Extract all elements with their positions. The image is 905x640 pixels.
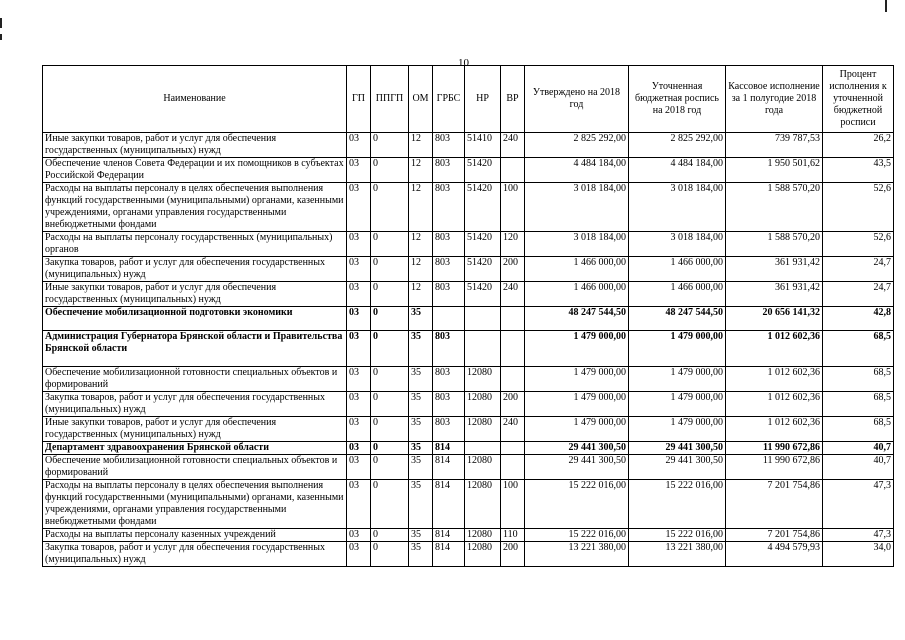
table-row bbox=[43, 455, 894, 480]
cell-cash: 1 950 501,62 bbox=[726, 158, 823, 183]
cell-name: Обеспечение мобилизационной готовности специальных объектов и формирований bbox=[43, 455, 347, 480]
table-row bbox=[43, 257, 894, 282]
table-row bbox=[43, 392, 894, 417]
cell-percent: 68,5 bbox=[823, 367, 894, 392]
cell-refined: 3 018 184,00 bbox=[629, 232, 726, 257]
cell-ppgp: 0 bbox=[371, 331, 409, 367]
cell-grbs: 803 bbox=[433, 367, 465, 392]
header-approved: Утверждено на 2018 год bbox=[525, 66, 629, 133]
cell-ppgp: 0 bbox=[371, 529, 409, 542]
cell-refined: 1 466 000,00 bbox=[629, 257, 726, 282]
cell-vr: 240 bbox=[501, 133, 525, 158]
cell-grbs: 803 bbox=[433, 331, 465, 367]
cell-grbs: 814 bbox=[433, 542, 465, 567]
table-body bbox=[43, 133, 894, 567]
cell-nr: 51410 bbox=[465, 133, 501, 158]
cell-refined: 2 825 292,00 bbox=[629, 133, 726, 158]
table-row bbox=[43, 480, 894, 529]
cell-gp: 03 bbox=[347, 257, 371, 282]
cell-grbs: 803 bbox=[433, 232, 465, 257]
cell-om: 12 bbox=[409, 257, 433, 282]
cell-vr: 100 bbox=[501, 480, 525, 529]
cell-approved: 2 825 292,00 bbox=[525, 133, 629, 158]
cell-gp: 03 bbox=[347, 480, 371, 529]
cell-refined: 13 221 380,00 bbox=[629, 542, 726, 567]
header-percent: Процент исполнения к уточненной бюджетной росписи bbox=[823, 66, 894, 133]
cell-approved: 1 479 000,00 bbox=[525, 417, 629, 442]
header-vr: ВР bbox=[501, 66, 525, 133]
cell-nr: 12080 bbox=[465, 480, 501, 529]
cell-nr: 12080 bbox=[465, 542, 501, 567]
cell-name: Расходы на выплаты персоналу в целях обеспечения выполнения функций государственными (муниципальными) органами, казенными учреждениями, органами управления государственными внебюджетными фондами bbox=[43, 480, 347, 529]
cell-om: 35 bbox=[409, 417, 433, 442]
cell-percent: 68,5 bbox=[823, 331, 894, 367]
cell-gp: 03 bbox=[347, 442, 371, 455]
cell-nr: 12080 bbox=[465, 367, 501, 392]
cell-om: 35 bbox=[409, 480, 433, 529]
cell-percent: 24,7 bbox=[823, 257, 894, 282]
table-row bbox=[43, 232, 894, 257]
cell-cash: 1 012 602,36 bbox=[726, 367, 823, 392]
cell-vr: 200 bbox=[501, 257, 525, 282]
cell-grbs bbox=[433, 307, 465, 331]
cell-ppgp: 0 bbox=[371, 232, 409, 257]
cell-name: Расходы на выплаты персоналу казенных учреждений bbox=[43, 529, 347, 542]
cell-grbs: 814 bbox=[433, 529, 465, 542]
cell-om: 35 bbox=[409, 455, 433, 480]
scan-corner-mark bbox=[885, 0, 887, 12]
cell-approved: 13 221 380,00 bbox=[525, 542, 629, 567]
cell-vr: 120 bbox=[501, 232, 525, 257]
cell-om: 35 bbox=[409, 331, 433, 367]
cell-ppgp: 0 bbox=[371, 417, 409, 442]
cell-ppgp: 0 bbox=[371, 133, 409, 158]
cell-name: Обеспечение мобилизационной готовности специальных объектов и формирований bbox=[43, 367, 347, 392]
header-nr: НР bbox=[465, 66, 501, 133]
cell-cash: 1 588 570,20 bbox=[726, 232, 823, 257]
cell-ppgp: 0 bbox=[371, 257, 409, 282]
cell-om: 35 bbox=[409, 529, 433, 542]
cell-om: 35 bbox=[409, 367, 433, 392]
cell-approved: 29 441 300,50 bbox=[525, 442, 629, 455]
cell-refined: 29 441 300,50 bbox=[629, 455, 726, 480]
cell-cash: 739 787,53 bbox=[726, 133, 823, 158]
table-row bbox=[43, 417, 894, 442]
cell-gp: 03 bbox=[347, 455, 371, 480]
cell-percent: 68,5 bbox=[823, 392, 894, 417]
cell-name: Иные закупки товаров, работ и услуг для обеспечения государственных (муниципальных) нужд bbox=[43, 417, 347, 442]
cell-percent: 52,6 bbox=[823, 232, 894, 257]
cell-refined: 29 441 300,50 bbox=[629, 442, 726, 455]
cell-gp: 03 bbox=[347, 529, 371, 542]
cell-approved: 1 479 000,00 bbox=[525, 367, 629, 392]
cell-vr bbox=[501, 455, 525, 480]
cell-name: Обеспечение мобилизационной подготовки экономики bbox=[43, 307, 347, 331]
cell-gp: 03 bbox=[347, 542, 371, 567]
cell-percent: 52,6 bbox=[823, 183, 894, 232]
cell-ppgp: 0 bbox=[371, 542, 409, 567]
budget-table bbox=[42, 65, 894, 567]
cell-name: Иные закупки товаров, работ и услуг для обеспечения государственных (муниципальных) нужд bbox=[43, 133, 347, 158]
cell-name: Расходы на выплаты персоналу в целях обеспечения выполнения функций государственными (муниципальными) органами, казенными учреждениями, органами управления государственными внебюджетными фондами bbox=[43, 183, 347, 232]
cell-nr: 51420 bbox=[465, 158, 501, 183]
cell-grbs: 803 bbox=[433, 183, 465, 232]
cell-approved: 3 018 184,00 bbox=[525, 183, 629, 232]
cell-cash: 1 012 602,36 bbox=[726, 417, 823, 442]
cell-cash: 11 990 672,86 bbox=[726, 442, 823, 455]
cell-ppgp: 0 bbox=[371, 282, 409, 307]
cell-nr bbox=[465, 331, 501, 367]
cell-gp: 03 bbox=[347, 158, 371, 183]
cell-vr bbox=[501, 158, 525, 183]
cell-refined: 1 479 000,00 bbox=[629, 367, 726, 392]
cell-gp: 03 bbox=[347, 133, 371, 158]
table-header-row bbox=[43, 66, 894, 133]
cell-cash: 11 990 672,86 bbox=[726, 455, 823, 480]
cell-nr: 51420 bbox=[465, 232, 501, 257]
header-om: ОМ bbox=[409, 66, 433, 133]
cell-refined: 1 479 000,00 bbox=[629, 417, 726, 442]
table-row bbox=[43, 307, 894, 331]
cell-percent: 68,5 bbox=[823, 417, 894, 442]
cell-ppgp: 0 bbox=[371, 480, 409, 529]
cell-om: 35 bbox=[409, 392, 433, 417]
cell-refined: 1 479 000,00 bbox=[629, 392, 726, 417]
cell-om: 35 bbox=[409, 542, 433, 567]
cell-refined: 1 466 000,00 bbox=[629, 282, 726, 307]
cell-percent: 47,3 bbox=[823, 529, 894, 542]
cell-gp: 03 bbox=[347, 232, 371, 257]
cell-om: 12 bbox=[409, 282, 433, 307]
cell-grbs: 803 bbox=[433, 417, 465, 442]
cell-grbs: 814 bbox=[433, 442, 465, 455]
cell-vr bbox=[501, 307, 525, 331]
cell-nr: 51420 bbox=[465, 257, 501, 282]
scan-edge-mark bbox=[0, 34, 2, 40]
cell-approved: 1 479 000,00 bbox=[525, 331, 629, 367]
cell-approved: 3 018 184,00 bbox=[525, 232, 629, 257]
table-row bbox=[43, 133, 894, 158]
cell-gp: 03 bbox=[347, 367, 371, 392]
cell-grbs: 803 bbox=[433, 257, 465, 282]
cell-name: Департамент здравоохранения Брянской области bbox=[43, 442, 347, 455]
cell-grbs: 803 bbox=[433, 133, 465, 158]
cell-name: Иные закупки товаров, работ и услуг для обеспечения государственных (муниципальных) нужд bbox=[43, 282, 347, 307]
cell-percent: 47,3 bbox=[823, 480, 894, 529]
cell-nr: 12080 bbox=[465, 392, 501, 417]
cell-ppgp: 0 bbox=[371, 183, 409, 232]
cell-ppgp: 0 bbox=[371, 158, 409, 183]
table-row bbox=[43, 529, 894, 542]
header-name: Наименование bbox=[43, 66, 347, 133]
cell-vr bbox=[501, 367, 525, 392]
cell-grbs: 803 bbox=[433, 158, 465, 183]
cell-grbs: 803 bbox=[433, 282, 465, 307]
header-gp: ГП bbox=[347, 66, 371, 133]
cell-approved: 1 466 000,00 bbox=[525, 257, 629, 282]
cell-percent: 40,7 bbox=[823, 455, 894, 480]
cell-name: Расходы на выплаты персоналу государственных (муниципальных) органов bbox=[43, 232, 347, 257]
cell-approved: 15 222 016,00 bbox=[525, 480, 629, 529]
cell-percent: 24,7 bbox=[823, 282, 894, 307]
cell-refined: 15 222 016,00 bbox=[629, 480, 726, 529]
cell-vr: 240 bbox=[501, 282, 525, 307]
cell-nr bbox=[465, 442, 501, 455]
table-row bbox=[43, 542, 894, 567]
cell-refined: 1 479 000,00 bbox=[629, 331, 726, 367]
cell-cash: 361 931,42 bbox=[726, 282, 823, 307]
cell-grbs: 814 bbox=[433, 480, 465, 529]
cell-nr: 12080 bbox=[465, 455, 501, 480]
cell-refined: 15 222 016,00 bbox=[629, 529, 726, 542]
cell-vr: 240 bbox=[501, 417, 525, 442]
cell-approved: 1 479 000,00 bbox=[525, 392, 629, 417]
cell-vr bbox=[501, 442, 525, 455]
cell-nr: 12080 bbox=[465, 529, 501, 542]
cell-percent: 42,8 bbox=[823, 307, 894, 331]
cell-vr: 200 bbox=[501, 392, 525, 417]
table-row bbox=[43, 331, 894, 367]
cell-ppgp: 0 bbox=[371, 442, 409, 455]
cell-nr: 12080 bbox=[465, 417, 501, 442]
cell-gp: 03 bbox=[347, 282, 371, 307]
cell-gp: 03 bbox=[347, 331, 371, 367]
cell-cash: 4 494 579,93 bbox=[726, 542, 823, 567]
cell-percent: 34,0 bbox=[823, 542, 894, 567]
cell-name: Обеспечение членов Совета Федерации и их помощников в субъектах Российской Федерации bbox=[43, 158, 347, 183]
cell-nr bbox=[465, 307, 501, 331]
cell-name: Закупка товаров, работ и услуг для обеспечения государственных (муниципальных) нужд bbox=[43, 542, 347, 567]
cell-name: Закупка товаров, работ и услуг для обеспечения государственных (муниципальных) нужд bbox=[43, 257, 347, 282]
cell-grbs: 814 bbox=[433, 455, 465, 480]
cell-vr: 110 bbox=[501, 529, 525, 542]
scan-edge-mark bbox=[0, 18, 2, 28]
cell-vr bbox=[501, 331, 525, 367]
table-row bbox=[43, 158, 894, 183]
cell-gp: 03 bbox=[347, 183, 371, 232]
cell-om: 35 bbox=[409, 442, 433, 455]
page-number: 10 bbox=[458, 57, 469, 69]
cell-ppgp: 0 bbox=[371, 455, 409, 480]
cell-gp: 03 bbox=[347, 417, 371, 442]
cell-ppgp: 0 bbox=[371, 392, 409, 417]
cell-cash: 1 012 602,36 bbox=[726, 331, 823, 367]
cell-nr: 51420 bbox=[465, 183, 501, 232]
cell-vr: 200 bbox=[501, 542, 525, 567]
cell-ppgp: 0 bbox=[371, 307, 409, 331]
header-ppgp: ППГП bbox=[371, 66, 409, 133]
cell-percent: 40,7 bbox=[823, 442, 894, 455]
cell-cash: 20 656 141,32 bbox=[726, 307, 823, 331]
table-row bbox=[43, 442, 894, 455]
cell-nr: 51420 bbox=[465, 282, 501, 307]
cell-cash: 1 012 602,36 bbox=[726, 392, 823, 417]
cell-approved: 29 441 300,50 bbox=[525, 455, 629, 480]
cell-refined: 3 018 184,00 bbox=[629, 183, 726, 232]
header-grbs: ГРБС bbox=[433, 66, 465, 133]
cell-refined: 48 247 544,50 bbox=[629, 307, 726, 331]
cell-percent: 26,2 bbox=[823, 133, 894, 158]
header-refined: Уточненная бюджетная роспись на 2018 год bbox=[629, 66, 726, 133]
cell-cash: 7 201 754,86 bbox=[726, 529, 823, 542]
cell-approved: 48 247 544,50 bbox=[525, 307, 629, 331]
cell-om: 12 bbox=[409, 183, 433, 232]
cell-vr: 100 bbox=[501, 183, 525, 232]
cell-gp: 03 bbox=[347, 392, 371, 417]
cell-om: 35 bbox=[409, 307, 433, 331]
cell-approved: 15 222 016,00 bbox=[525, 529, 629, 542]
cell-cash: 361 931,42 bbox=[726, 257, 823, 282]
cell-om: 12 bbox=[409, 232, 433, 257]
cell-gp: 03 bbox=[347, 307, 371, 331]
cell-refined: 4 484 184,00 bbox=[629, 158, 726, 183]
table-row bbox=[43, 183, 894, 232]
cell-approved: 4 484 184,00 bbox=[525, 158, 629, 183]
cell-cash: 7 201 754,86 bbox=[726, 480, 823, 529]
cell-name: Закупка товаров, работ и услуг для обеспечения государственных (муниципальных) нужд bbox=[43, 392, 347, 417]
table-row bbox=[43, 367, 894, 392]
table-row bbox=[43, 282, 894, 307]
header-cash: Кассовое исполнение за 1 полугодие 2018 года bbox=[726, 66, 823, 133]
cell-approved: 1 466 000,00 bbox=[525, 282, 629, 307]
cell-grbs: 803 bbox=[433, 392, 465, 417]
cell-name: Администрация Губернатора Брянской области и Правительства Брянской области bbox=[43, 331, 347, 367]
cell-om: 12 bbox=[409, 133, 433, 158]
cell-ppgp: 0 bbox=[371, 367, 409, 392]
cell-cash: 1 588 570,20 bbox=[726, 183, 823, 232]
cell-percent: 43,5 bbox=[823, 158, 894, 183]
cell-om: 12 bbox=[409, 158, 433, 183]
